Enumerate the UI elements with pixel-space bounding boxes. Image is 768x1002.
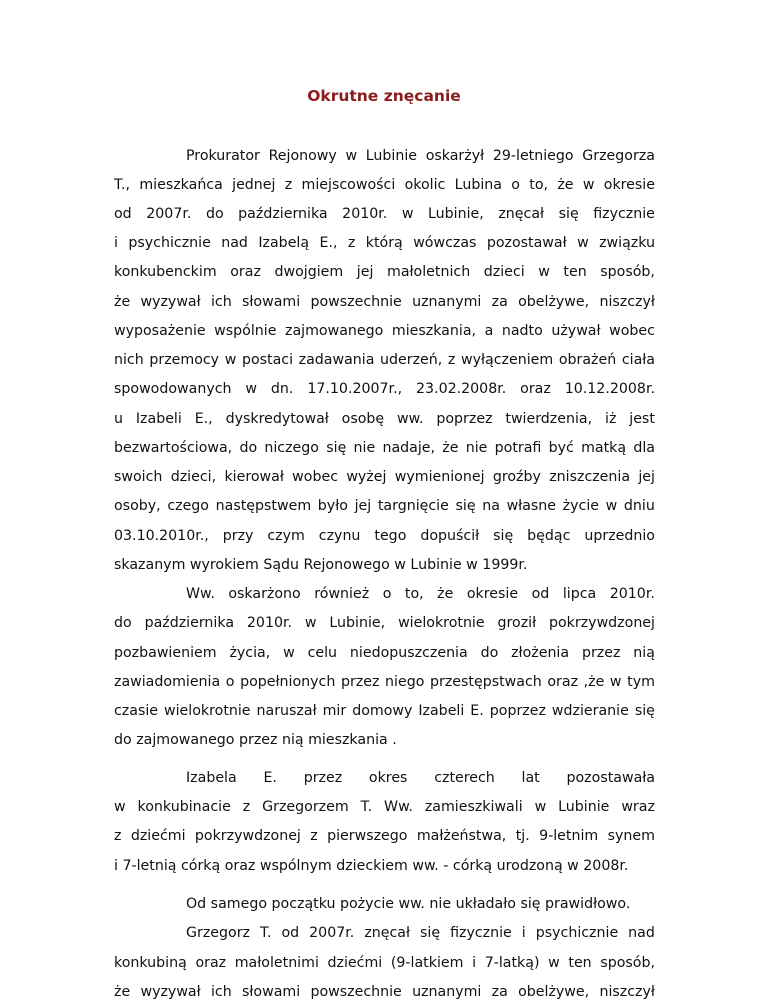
text-line: skazanym wyrokiem Sądu Rejonowego w Lubinie w 1999r. [114, 557, 528, 573]
text-line: konkubiną oraz małoletnimi dziećmi (9-latkiem i 7-latką) w ten sposób, [114, 955, 655, 971]
text-line: osoby, czego następstwem było jej targnięcie się na własne życie w dniu [114, 498, 655, 514]
text-line: do zajmowanego przez nią mieszkania . [114, 732, 397, 748]
text-line: spowodowanych w dn. 17.10.2007r., 23.02.2008r. oraz 10.12.2008r. [114, 381, 655, 397]
text-line: u Izabeli E., dyskredytował osobę ww. poprzez twierdzenia, iż jest [114, 411, 655, 427]
text-line: że wyzywał ich słowami powszechnie uznanymi za obelżywe, niszczył [114, 984, 655, 1000]
text-line: Ww. oskarżono również o to, że okresie od lipca 2010r. [186, 586, 655, 602]
text-line: i 7-letnią córką oraz wspólnym dzieckiem ww. - córką urodzoną w 2008r. [114, 858, 629, 874]
text-line: 03.10.2010r., przy czym czynu tego dopuścił się będąc uprzednio [114, 528, 655, 544]
text-line: zawiadomienia o popełnionych przez niego przestępstwach oraz ,że w tym [114, 674, 655, 690]
text-line: swoich dzieci, kierował wobec wyżej wymienionej groźby zniszczenia jej [114, 469, 655, 485]
text-line: że wyzywał ich słowami powszechnie uznanymi za obelżywe, niszczył [114, 294, 655, 310]
text-line: wyposażenie wspólnie zajmowanego mieszkania, a nadto używał wobec [114, 323, 655, 339]
text-line: Izabela E. przez okres czterech lat pozostawała [186, 770, 655, 786]
text-line: pozbawieniem życia, w celu niedopuszczenia do złożenia przez nią [114, 645, 655, 661]
page-title: Okrutne znęcanie [307, 87, 461, 105]
text-line: nich przemocy w postaci zadawania uderzeń, z wyłączeniem obrażeń ciała [114, 352, 655, 368]
text-line: T., mieszkańca jednej z miejscowości okolic Lubina o to, że w okresie [114, 177, 655, 193]
text-line: Grzegorz T. od 2007r. znęcał się fizycznie i psychicznie nad [186, 925, 655, 941]
text-line: czasie wielokrotnie naruszał mir domowy Izabeli E. poprzez wdzieranie się [114, 703, 655, 719]
text-line: do października 2010r. w Lubinie, wielokrotnie groził pokrzywdzonej [114, 615, 655, 631]
text-line: w konkubinacie z Grzegorzem T. Ww. zamieszkiwali w Lubinie wraz [114, 799, 655, 815]
text-line: i psychicznie nad Izabelą E., z którą wówczas pozostawał w związku [114, 235, 655, 251]
text-line: z dziećmi pokrzywdzonej z pierwszego małżeństwa, tj. 9-letnim synem [114, 828, 655, 844]
text-line: od 2007r. do października 2010r. w Lubinie, znęcał się fizycznie [114, 206, 655, 222]
text-line: Od samego początku pożycie ww. nie układało się prawidłowo. [186, 896, 631, 912]
text-line: Prokurator Rejonowy w Lubinie oskarżył 29-letniego Grzegorza [186, 148, 655, 164]
text-line: konkubenckim oraz dwojgiem jej małoletnich dzieci w ten sposób, [114, 264, 655, 280]
text-line: bezwartościowa, do niczego się nie nadaje, że nie potrafi być matką dla [114, 440, 655, 456]
